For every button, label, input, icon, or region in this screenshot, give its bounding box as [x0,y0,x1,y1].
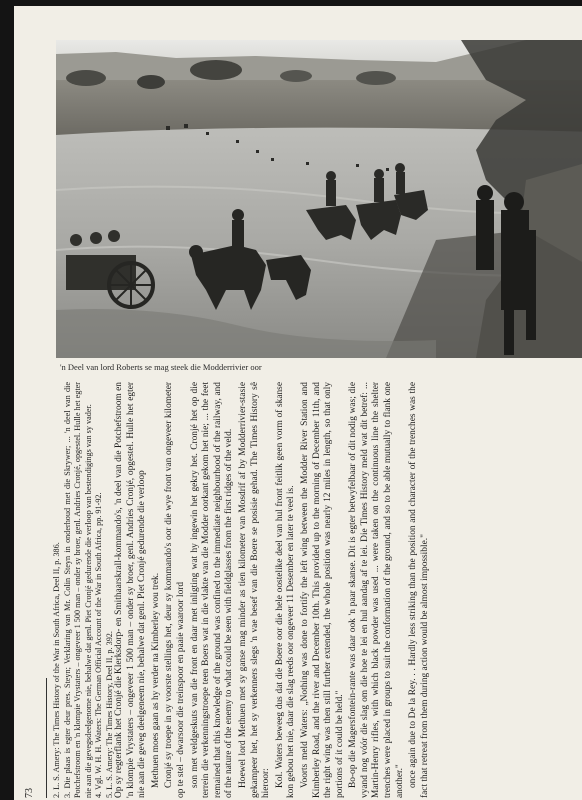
photo-illustration [56,40,582,358]
footnote: 4. Vgl. W. H. H. Waters: The German Official Account of the War in South Africa, pp. 91-92. [94,492,103,798]
footnote: 2. L. S. Amery: The Times History of the War in South Africa, Deel II, p. 386. [52,542,61,798]
body-paragraph: Op sy regterflank het Cronjé die Klerksdorp- en Smithaarskrall-kommando's, 'n deel van die Potchefstroom en 'n klompie Vrystaters – ongeveer 1 500 man – onder sy broer, genl. Andries Cronjé, opgestel. Hulle het egter nie aan die geveg deelgeneem nie, behalwe dat genl. Piet Cronjé gedurende die verloop [114,382,148,798]
footnote: 5. L. S. Amery: The Times History, Deel II, p. 392. [104,631,114,798]
body-paragraph: once again due to De la Rey. . . Hardly less striking than the position and character of the trenches was the fact that retreat from them during action would be almost impossible." [408,382,430,798]
body-paragraph: Methuen moes gaan as hy verder na Kimberley wou trek. [150,572,161,788]
body-paragraph: Voorts meld Waters: „Nothing was done to fortify the left wing between the Modder River Station and Kimberley Road, and the river and December 10th. This provided up to the morning of December 11th, and the right wing was then still further extended, the whole position was nearly 12 miles in length, so that only portions of it could be held." [299,382,345,798]
body-text [114,382,433,798]
rotated-text-block [22,378,566,798]
book-page [14,6,582,800]
body-paragraph: Bo-op die Magersfontein-rante was daar ook 'n paar skanse. Dit is egter betwyfelbaar of dit nodig was; die vyand nog vóór die slag om die hoe te lei en hul aandag af te lei. Die Times History meld wat dit betref: ... Martin-Henry rifles, with which black powder was used ... were taken on the continuous line the shelter trenches were placed in groups to suit the conformation of the ground, and so to be able mutually to flank one another." [348,382,405,798]
body-paragraph: Hoewel lord Methuen met sy ganse mag minder as tien kilometer van Mosdrif af by Modderrivier-stasie gekampeer het, het sy verkenners slegs 'n vae besef van die Boere se posisie gehad. The Times History sê hieroor: [237,382,272,798]
river-crossing-photo [56,40,582,358]
footnote-rule [46,678,47,798]
page-number: 73 [24,788,35,798]
body-paragraph: Kol. Waters beweeg dus dat die Boere oor die hele oostelike deel van hul front feitlik geen vorm of skanse kon gebou het nie, daar die slag reeds oor ongeveer 11 Desember en later te veel is. [274,382,297,798]
footnotes [52,382,115,798]
body-paragraph: son met veldgeskuts van die front en daar met inligting wat hy ingewin het gekry het. Cronjé het op die terrein die verkenningstroepe teen Boers wat in die vlakte van die Modder oorkant gekom het nie; ... the feet remained that this knowledge of the ground was confined to the immediate neighbourhood of the railway, and of the nature of the enemy to what could be seen with fieldglasses from the first ridges of the veld. [189,382,235,798]
photo-caption: 'n Deel van lord Roberts se mag steek die Modderrivier oor [60,362,262,372]
footnote: 3. Die plaas is egter deur pres. Steyn; Verklaring van Mr. Colin Steyn in onderhoud met die Skrywer; ... 'n deel van die Potchefstroom en 'n klompie Vrystaters – ongeveer 1 500 man – onder sy broer, genl. Andries Cronjé, opgestel. Hulle het egter nie aan die gevegsdeelgenome nie, behalwe dat genl. Piet Cronjé gedurende die verloop van bestendigings van sy vader. [62,382,93,798]
body-paragraph: Cronjé sy troepe in sy voorste stellings het, deur sy kommando's oor die wye front van ongeveer kilometer op te stel – dwarsoor die treinspoor en paaie waaroor lord [164,382,186,798]
